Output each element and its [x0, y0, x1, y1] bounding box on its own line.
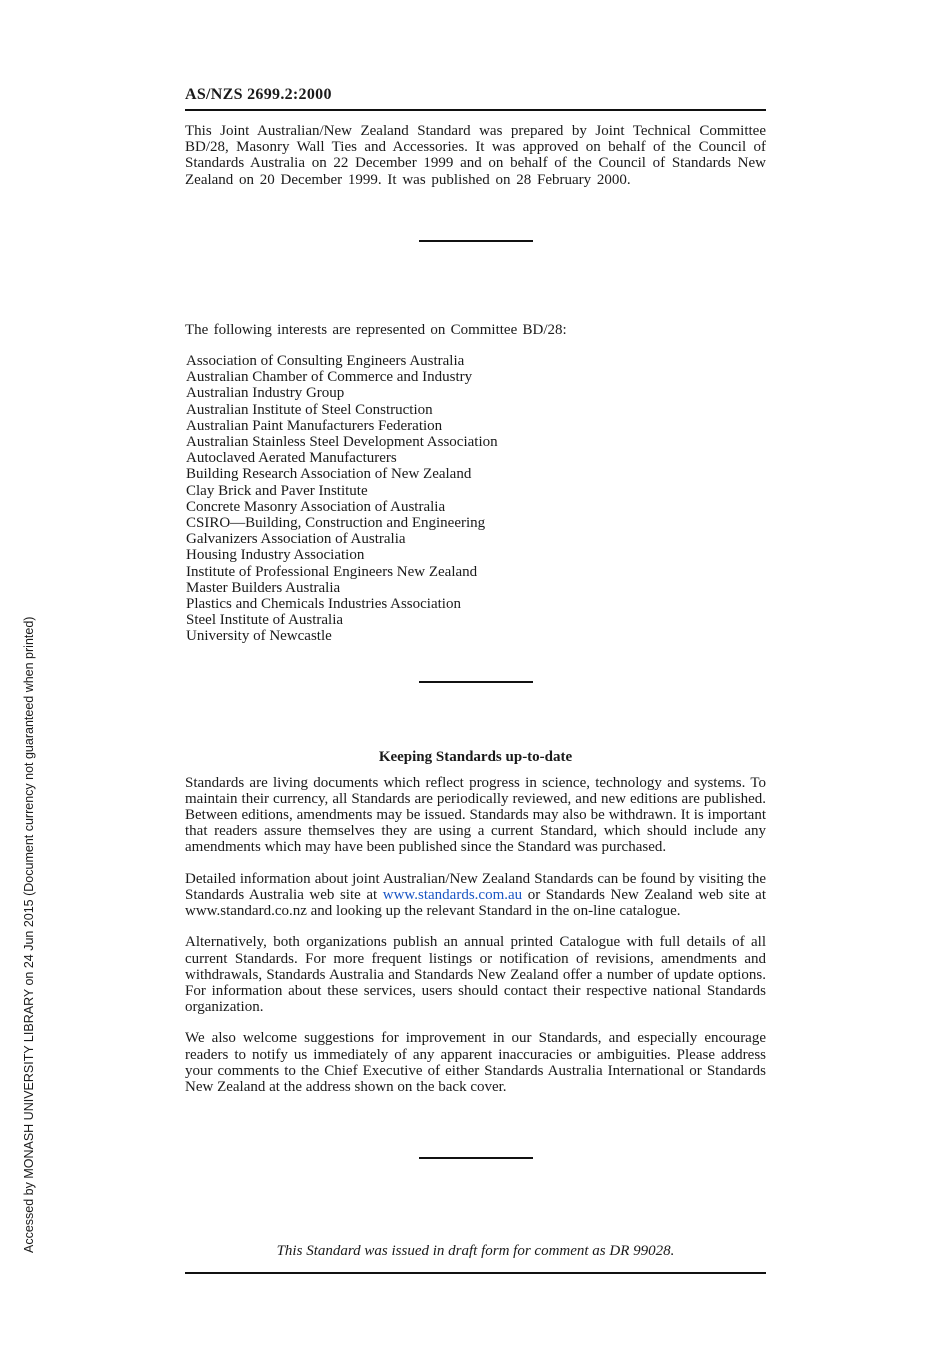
- committee-member: Master Builders Australia: [186, 579, 341, 596]
- section-divider: [419, 681, 533, 683]
- preparation-paragraph: This Joint Australian/New Zealand Standard was prepared by Joint Technical Committee BD/28, Masonry Wall Ties and Accessories. It was approved on behalf of the Council of Standards Australia on 22 December 1999 and on behalf of the Council of Standards New Zealand on 20 December 1999. It was published on 28 February 2000.: [185, 123, 766, 188]
- page-content: [185, 0, 766, 1282]
- committee-member: Association of Consulting Engineers Australia: [186, 353, 465, 370]
- committee-member: Australian Stainless Steel Development Association: [186, 434, 498, 451]
- section-divider: [419, 240, 533, 242]
- footer-rule: [185, 1272, 766, 1274]
- committee-member: Australian Industry Group: [186, 385, 345, 402]
- committee-member: Clay Brick and Paver Institute: [186, 482, 368, 499]
- keeping-standards-heading: Keeping Standards up-to-date: [378, 748, 573, 765]
- committee-member: Steel Institute of Australia: [186, 612, 344, 629]
- committee-member: Institute of Professional Engineers New Zealand: [186, 563, 478, 580]
- committee-member: Concrete Masonry Association of Australia: [186, 498, 446, 515]
- committee-member: Housing Industry Association: [186, 547, 365, 564]
- committee-intro: The following interests are represented on Committee BD/28:: [185, 321, 567, 338]
- section-divider: [419, 1157, 533, 1159]
- document-code: AS/NZS 2699.2:2000: [185, 86, 332, 103]
- committee-member: Autoclaved Aerated Manufacturers: [186, 450, 397, 467]
- draft-comment-note: This Standard was issued in draft form for comment as DR 99028.: [276, 1243, 675, 1260]
- keeping-paragraph-2: [185, 871, 766, 920]
- keeping-paragraph-1: Standards are living documents which reflect progress in science, technology and systems. To maintain their currency, all Standards are periodically reviewed, and new editions are published. Between editions, amendments may be issued. Standards may also be withdrawn. It is important that readers assure themselves they are using a current Standard, which should include any amendments which may have been published since the Standard was purchased.: [185, 774, 766, 856]
- paragraph-text: Detailed information about joint Australian/New Zealand Standards can be found by visiting the Standards Australia web site at: [185, 870, 766, 903]
- keeping-paragraph-4: We also welcome suggestions for improvement in our Standards, and especially encourage readers to notify us immediately of any apparent inaccuracies or ambiguities. Please address your comments to the Chief Executive of either Standards Australia International or Standards New Zealand at the address shown on the back cover.: [185, 1030, 766, 1095]
- committee-member: CSIRO—Building, Construction and Engineering: [186, 515, 486, 532]
- standards-australia-website-link[interactable]: www.standards.com.au: [382, 886, 523, 903]
- committee-member: Galvanizers Association of Australia: [186, 531, 406, 548]
- committee-member: Australian Chamber of Commerce and Industry: [186, 369, 473, 386]
- committee-member: Australian Institute of Steel Construction: [186, 401, 433, 418]
- header-rule: [185, 109, 766, 111]
- keeping-paragraph-3: Alternatively, both organizations publish an annual printed Catalogue with full details of all current Standards. For more frequent listings or notification of revisions, amendments and withdrawals, Standards Australia and Standards New Zealand offer a number of update options. For information about these services, users should contact their respective national Standards organization.: [185, 934, 766, 1016]
- committee-member: University of Newcastle: [186, 628, 332, 645]
- committee-member-list: [186, 353, 766, 645]
- paragraph-text: or Standards New Zealand web site at www.standard.co.nz and looking up the relevant Standard in the on-line catalogue.: [185, 886, 766, 920]
- library-access-note: Accessed by MONASH UNIVERSITY LIBRARY on 24 Jun 2015 (Document currency not guaranteed when printed): [22, 616, 36, 1253]
- committee-member: Plastics and Chemicals Industries Association: [186, 596, 461, 613]
- committee-member: Australian Paint Manufacturers Federation: [186, 417, 443, 434]
- committee-member: Building Research Association of New Zealand: [186, 466, 472, 483]
